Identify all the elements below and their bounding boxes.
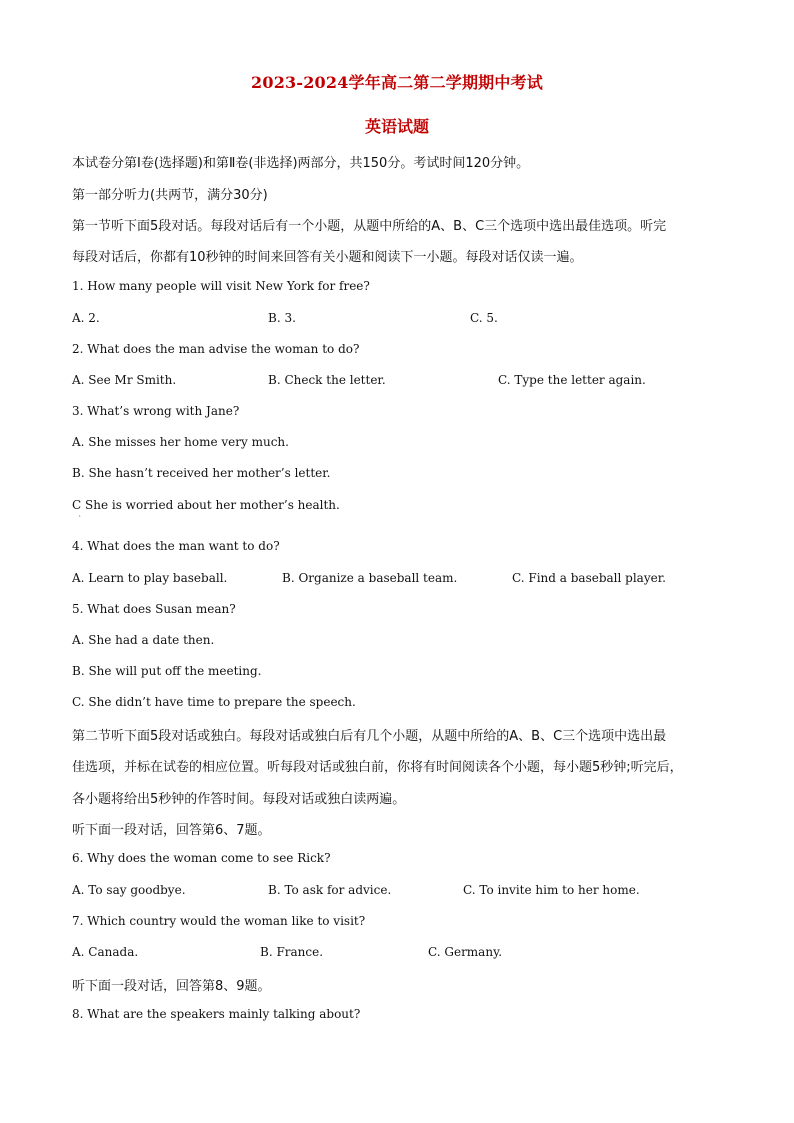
question-7-option-c: C. Germany. <box>428 945 503 959</box>
part1-heading: 第一部分听力(共两节，满分30分) <box>72 188 268 203</box>
question-1-option-c: C. 5. <box>470 311 498 325</box>
question-3-option-b: B. She hasn’t received her mother’s letter. <box>72 466 331 480</box>
question-7-option-b: B. France. <box>260 945 324 959</box>
exam-subtitle: 英语试题 <box>364 117 429 136</box>
question-1-stem: 1. How many people will visit New York for free? <box>72 279 370 293</box>
question-5-stem: 5. What does Susan mean? <box>72 602 236 616</box>
question-4-option-a: A. Learn to play baseball. <box>72 571 228 585</box>
question-4-stem: 4. What does the man want to do? <box>72 539 280 553</box>
question-2-option-c: C. Type the letter again. <box>498 373 646 387</box>
section2-instructions-line2: 佳选项，并标在试卷的相应位置。听每段对话或独白前，你将有时间阅读各个小题，每小题5秒钟;听完后， <box>72 760 683 775</box>
question-4-option-b: B. Organize a baseball team. <box>282 571 458 585</box>
dialog-8-9-heading: 听下面一段对话，回答第8、9题。 <box>72 979 271 994</box>
question-7-option-a: A. Canada. <box>72 945 139 959</box>
question-3-option-c: C She is worried about her mother’s health. <box>72 498 340 512</box>
question-5-option-a: A. She had a date then. <box>72 633 215 647</box>
section2-instructions-line1: 第二节听下面5段对话或独白。每段对话或独白后有几个小题，从题中所给的A、B、C三个选项中选出最 <box>72 729 667 744</box>
question-5-option-b: B. She will put off the meeting. <box>72 664 262 678</box>
question-1-options <box>72 311 722 327</box>
question-6-stem: 6. Why does the woman come to see Rick? <box>72 851 331 865</box>
question-1-option-a: A. 2. <box>72 311 100 325</box>
question-7-options <box>72 945 722 961</box>
question-2-options <box>72 373 722 389</box>
question-2-option-a: A. See Mr Smith. <box>72 373 177 387</box>
section1-instructions-line2: 每段对话后，你都有10秒钟的时间来回答有关小题和阅读下一小题。每段对话仅读一遍。 <box>72 250 583 265</box>
question-2-stem: 2. What does the man advise the woman to do? <box>72 342 360 356</box>
question-3-stem: 3. What’s wrong with Jane? <box>72 404 240 418</box>
question-6-option-c: C. To invite him to her home. <box>463 883 640 897</box>
question-8-stem: 8. What are the speakers mainly talking about? <box>72 1007 361 1021</box>
question-6-option-b: B. To ask for advice. <box>268 883 392 897</box>
exam-title: 2023-2024学年高二第二学期期中考试 <box>251 73 543 92</box>
question-5-option-c: C. She didn’t have time to prepare the speech. <box>72 695 356 709</box>
section1-instructions-line1: 第一节听下面5段对话。每段对话后有一个小题，从题中所给的A、B、C三个选项中选出最佳选项。听完 <box>72 219 667 234</box>
question-4-option-c: C. Find a baseball player. <box>512 571 666 585</box>
stray-mark: ˋ <box>78 515 82 524</box>
question-6-option-a: A. To say goodbye. <box>72 883 186 897</box>
intro-text: 本试卷分第Ⅰ卷(选择题)和第Ⅱ卷(非选择)两部分，共150分。考试时间120分钟。 <box>72 156 530 171</box>
question-1-option-b: B. 3. <box>268 311 296 325</box>
question-6-options <box>72 883 722 899</box>
question-4-options <box>72 571 722 587</box>
question-2-option-b: B. Check the letter. <box>268 373 386 387</box>
question-7-stem: 7. Which country would the woman like to visit? <box>72 914 366 928</box>
dialog-6-7-heading: 听下面一段对话，回答第6、7题。 <box>72 823 271 838</box>
section2-instructions-line3: 各小题将给出5秒钟的作答时间。每段对话或独白读两遍。 <box>72 792 406 807</box>
question-3-option-a: A. She misses her home very much. <box>72 435 289 449</box>
